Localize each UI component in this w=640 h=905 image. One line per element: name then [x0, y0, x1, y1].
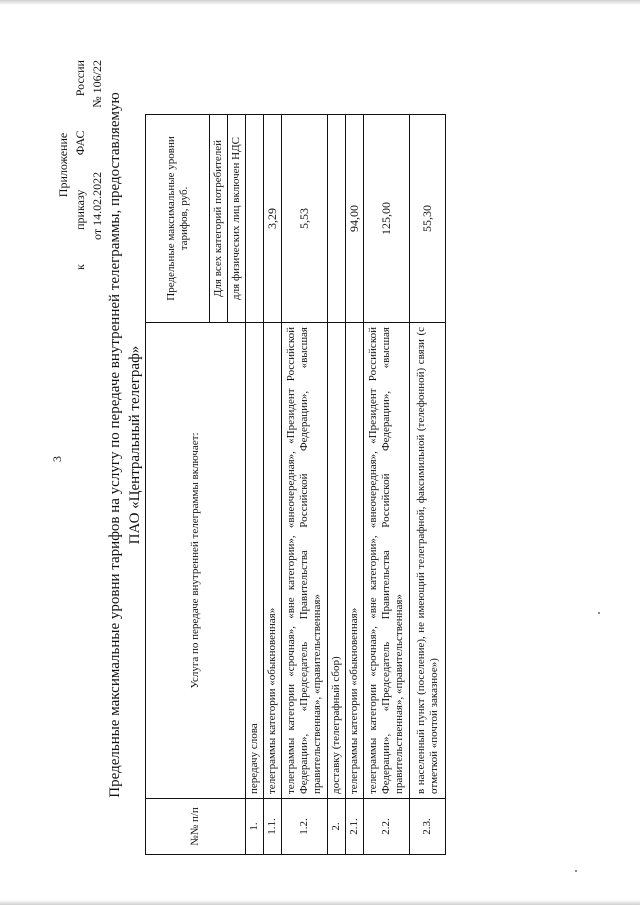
table-row: [346, 115, 364, 855]
row-value: 55,30: [410, 115, 446, 323]
row-value: [328, 115, 346, 323]
row-number: 2.3.: [410, 799, 446, 855]
appendix-block: [55, 60, 106, 270]
row-number: 1.2.: [282, 799, 328, 855]
row-service: в населенный пункт (поселение), не имеющий телеграфной, факсимильной (телефонной) связи (с отметкой «почтой заказное»): [410, 323, 446, 799]
table-row: [410, 115, 446, 855]
table-row: [328, 115, 346, 855]
appendix-date: от 14.02.2022: [90, 171, 104, 240]
row-service: телеграммы категории «срочная», «вне категории», «внеочередная», «Президент Российской Федерации», «Председатель Правительства Российской Федерации», «высшая правительственная», «правительственная»: [282, 323, 328, 799]
rotated-page: [50, 45, 590, 855]
appendix-russia: России: [73, 60, 87, 97]
page-number: 3: [50, 456, 64, 462]
scan-edge-bottom: [0, 900, 640, 905]
header-tariff: Предельные максимальные уровни тарифов, руб.: [146, 115, 210, 323]
table-row: [246, 115, 264, 855]
row-value: 125,00: [364, 115, 410, 323]
table-row: [264, 115, 282, 855]
appendix-prikaz: приказу: [73, 189, 87, 230]
header-service: Услуга по передаче внутренней телеграммы включает:: [146, 323, 246, 799]
title-line-1: Предельные максимальные уровни тарифов на услугу по передаче внутренней телеграммы, предоставляемую: [107, 92, 123, 798]
scan-speck: [598, 612, 600, 614]
row-value: [246, 115, 264, 323]
row-number: 2.: [328, 799, 346, 855]
row-value: 94,00: [346, 115, 364, 323]
row-service: доставку (телеграфный сбор): [328, 323, 346, 799]
header-all-consumers: Для всех категорий потребителей: [210, 115, 228, 323]
appendix-k: к: [73, 264, 87, 270]
row-number: 1.1.: [264, 799, 282, 855]
title-line-2: ПАО «Центральный телеграф»: [127, 345, 143, 545]
scan-edge-top: [0, 0, 640, 5]
row-number: 2.1.: [346, 799, 364, 855]
document-title: [105, 75, 145, 815]
table-row: [282, 115, 328, 855]
row-service: передачу слова: [246, 323, 264, 799]
row-service: телеграммы категории «обыкновенная»: [346, 323, 364, 799]
table-row: [364, 115, 410, 855]
appendix-title: Приложение: [56, 132, 70, 198]
header-num: №№ п/п: [146, 799, 246, 855]
row-number: 1.: [246, 799, 264, 855]
scan-speck: [575, 870, 577, 872]
row-service: телеграммы категории «обыкновенная»: [264, 323, 282, 799]
row-value: 5,53: [282, 115, 328, 323]
header-vat: для физических лиц включен НДС: [228, 115, 246, 323]
tariff-table: [145, 114, 446, 855]
row-number: 2.2.: [364, 799, 410, 855]
row-value: 3,29: [264, 115, 282, 323]
table-header-row: [146, 115, 210, 855]
appendix-fas: ФАС: [73, 130, 87, 156]
row-service: телеграммы категории «срочная», «вне категории», «внеочередная», «Президент Российской Федерации», «Председатель Правительства Российской Федерации», «высшая правительственная», «правительственная»: [364, 323, 410, 799]
appendix-order-number: № 106/22: [90, 60, 104, 108]
